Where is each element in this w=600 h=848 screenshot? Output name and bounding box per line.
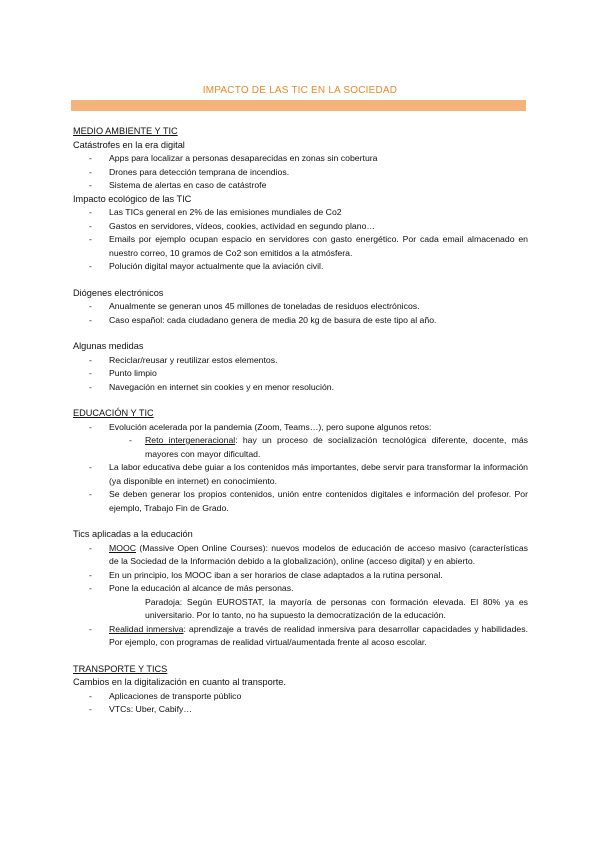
list-item: - Emails por ejemplo ocupan espacio en servidores con gasto energético. Por cada email almacenado en nuestro correo, 10 gramos de Co2 son emitidos a la atmósfera. [73,233,528,260]
list-item: - Caso español: cada ciudadano genera de media 20 kg de basura de este tipo al año. [73,314,528,328]
reto-text: : hay un proceso de socialización tecnológica diferente, docente, más mayores con mayor dificultad. [145,435,528,459]
list-item: - Navegación en internet sin cookies y en menor resolución. [73,381,528,395]
document-body [73,125,528,717]
list-item: - Polución digital mayor actualmente que la aviación civil. [73,260,528,274]
title-underline-bar [71,100,526,111]
list-tics-educacion-2 [73,623,528,650]
section-heading-educacion: EDUCACIÓN Y TIC [73,408,154,418]
list-item: - VTCs: Uber, Cabify… [73,703,528,717]
spacer [73,394,528,407]
subheading-catastrofes: Catástrofes en la era digital [73,139,185,150]
section-heading-transporte: TRANSPORTE Y TICS [73,663,168,674]
list-medidas [73,354,528,395]
document-title: IMPACTO DE LAS TIC EN LA SOCIEDAD [202,85,398,96]
list-item: - Evolución acelerada por la pandemia (Zoom, Teams…), pero supone algunos retos: [73,421,528,435]
list-diogenes [73,300,528,327]
spacer [73,274,528,287]
list-item-mooc [73,542,528,569]
list-item: - Reciclar/reusar y reutilizar estos elementos. [73,354,528,368]
transporte-intro: Cambios en la digitalización en cuanto al transporte. [73,677,286,687]
paradoja-paragraph: Paradoja: Según EUROSTAT, la mayoría de personas con formación elevada. El 80% ya es universitario. Por lo tanto, no ha supuesto la democratización de la educación. [145,596,528,620]
list-item: - En un principio, los MOOC iban a ser horarios de clase adaptados a la rutina personal. [73,569,528,583]
list-item: - Apps para localizar a personas desaparecidas en zonas sin cobertura [73,152,528,166]
list-item-reto [73,434,528,461]
list-item: - Aplicaciones de transporte público [73,690,528,704]
subheading-impacto: Impacto ecológico de las TIC [73,193,192,204]
section-heading-medio-ambiente: MEDIO AMBIENTE Y TIC [73,126,178,136]
subheading-medidas: Algunas medidas [73,341,144,351]
reto-term: Reto intergeneracional [145,435,236,445]
list-transporte [73,690,528,717]
list-item: - Gastos en servidores, vídeos, cookies, actividad en segundo plano… [73,220,528,234]
list-item: - Drones para detección temprana de incendios. [73,166,528,180]
subheading-tics-educacion: Tics aplicadas a la educación [73,529,193,539]
list-item: - Anualmente se generan unos 45 millones de toneladas de residuos electrónicos. [73,300,528,314]
realidad-inmersiva-text: : aprendizaje a través de realidad inmersiva para desarrollar capacidades y habilidades. Por ejemplo, con programas de realidad virtual/aumentada frente al acoso escolar. [109,623,528,647]
spacer [73,515,528,528]
spacer [73,327,528,340]
list-item: - Las TICs general en 2% de las emisiones mundiales de Co2 [73,206,528,220]
list-educacion [73,421,528,516]
list-item-realidad-inmersiva [73,623,528,650]
realidad-inmersiva-term: Realidad inmersiva [109,623,184,634]
subheading-diogenes: Diógenes electrónicos [73,287,164,298]
list-tics-educacion [73,542,528,596]
list-item: - Punto limpio [73,367,528,381]
list-item: - Se deben generar los propios contenidos, unión entre contenidos digitales e información del profesor. Por ejemplo, Trabajo Fin de Grado. [73,488,528,515]
mooc-text: (Massive Open Online Courses): nuevos modelos de educación de acceso masivo (características de la Sociedad de la Información debido a la globalización), online (acceso digital) y en abierto. [109,542,528,566]
list-catastrofes [73,152,528,193]
mooc-term: MOOC [109,542,137,553]
list-impacto [73,206,528,274]
list-item: - Sistema de alertas en caso de catástrofe [73,179,528,193]
spacer [73,650,528,663]
list-item: - Pone la educación al alcance de más personas. [73,582,528,596]
list-item: - La labor educativa debe guiar a los contenidos más importantes, debe servir para transformar la información (ya disponible en internet) en conocimiento. [73,461,528,488]
